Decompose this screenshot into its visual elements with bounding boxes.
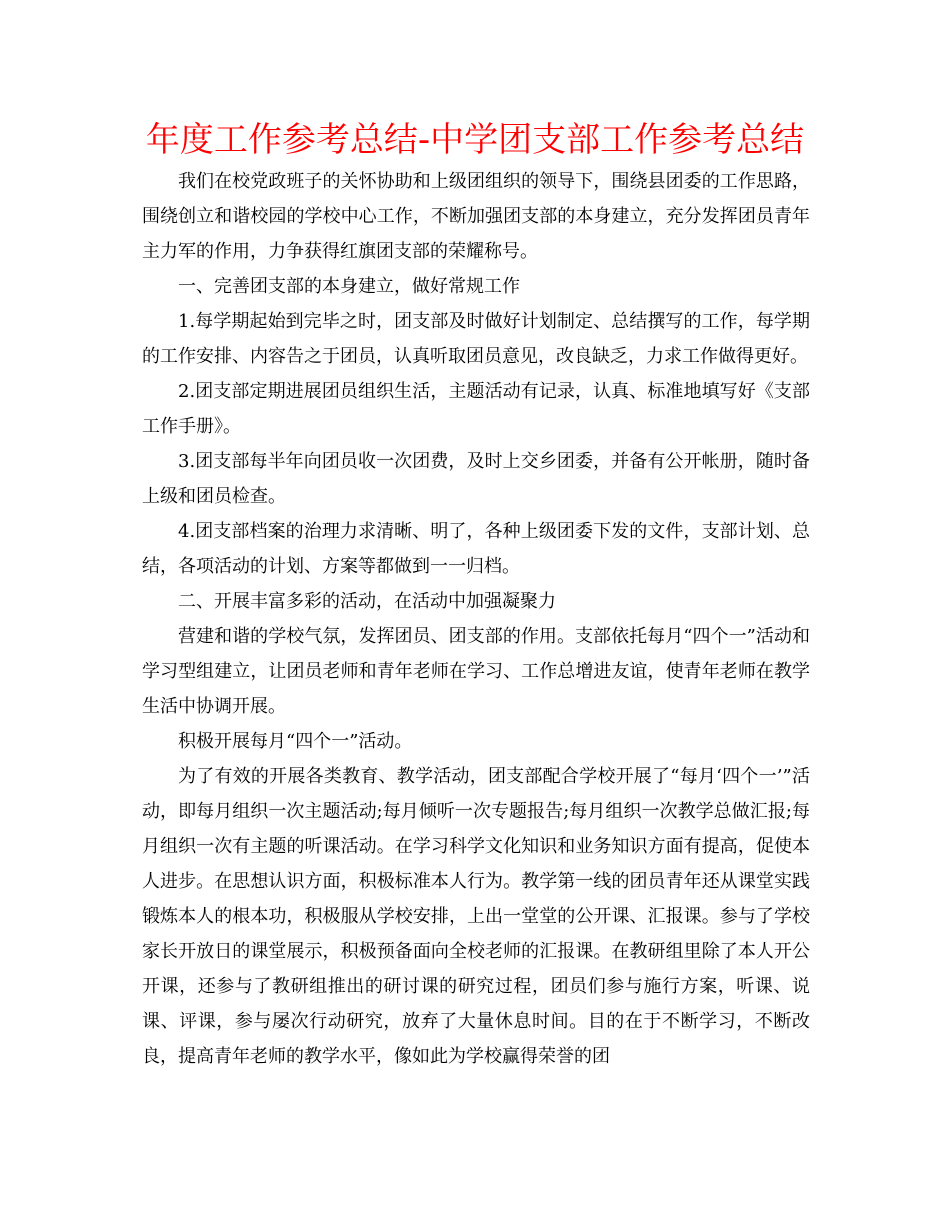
section-heading-1: 一、完善团支部的本身建立，做好常规工作 [178,276,520,297]
paragraph-activity-detail: 为了有效的开展各类教育、教学活动，团支部配合学校开展了“每月‘四个一’”活动，即每月组织一次主题活动;每月倾听一次专题报告;每月组织一次教学总做汇报;每月组织一次有主题的听课活动。在学习科学文化知识和业务知识方面有提高，促使本人进步。在思想认识方面，积极标准本人行为。教学第一线的团员青年还从课堂实践锻炼本人的根本功，积极服从学校安排，上出一堂堂的公开课、汇报课。参与了学校家长开放日的课堂展示，积极预备面向全校老师的汇报课。在教研组里除了本人开公开课，还参与了教研组推出的研讨课的研究过程，团员们参与施行方案，听课、说课、评课，参与屡次行动研究，放弃了大量休息时间。目的在于不断学习，不断改良，提高青年老师的教学水平，像如此为学校赢得荣誉的团 [142,766,810,1067]
paragraph-item-4: 4.团支部档案的治理力求清晰、明了，各种上级团委下发的文件，支部计划、总结，各项活动的计划、方案等都做到一一归档。 [142,521,810,577]
paragraph-intro: 我们在校党政班子的关怀协助和上级团组织的领导下，围绕县团委的工作思路，围绕创立和谐校园的学校中心工作，不断加强团支部的本身建立，充分发挥团员青年主力军的作用，力争获得红旗团支部的荣耀称号。 [142,171,810,262]
document-title: 年度工作参考总结-中学团支部工作参考总结 [145,120,805,160]
paragraph-item-2: 2.团支部定期进展团员组织生活，主题活动有记录，认真、标准地填写好《支部工作手册》。 [142,381,810,437]
paragraph-item-1: 1.每学期起始到完毕之时，团支部及时做好计划制定、总结撰写的工作，每学期的工作安排、内容告之于团员，认真听取团员意见，改良缺乏，力求工作做得更好。 [142,311,810,367]
paragraph-monthly-activity: 积极开展每月“四个一”活动。 [178,731,413,752]
paragraph-item-3: 3.团支部每半年向团员收一次团费，及时上交乡团委，并备有公开帐册，随时备上级和团员检查。 [142,451,810,507]
section-heading-2: 二、开展丰富多彩的活动，在活动中加强凝聚力 [178,591,556,612]
document-body [142,164,810,1074]
paragraph-harmony: 营建和谐的学校气氛，发挥团员、团支部的作用。支部依托每月“四个一”活动和学习型组建立，让团员老师和青年老师在学习、工作总增进友谊，使青年老师在教学生活中协调开展。 [142,626,810,717]
